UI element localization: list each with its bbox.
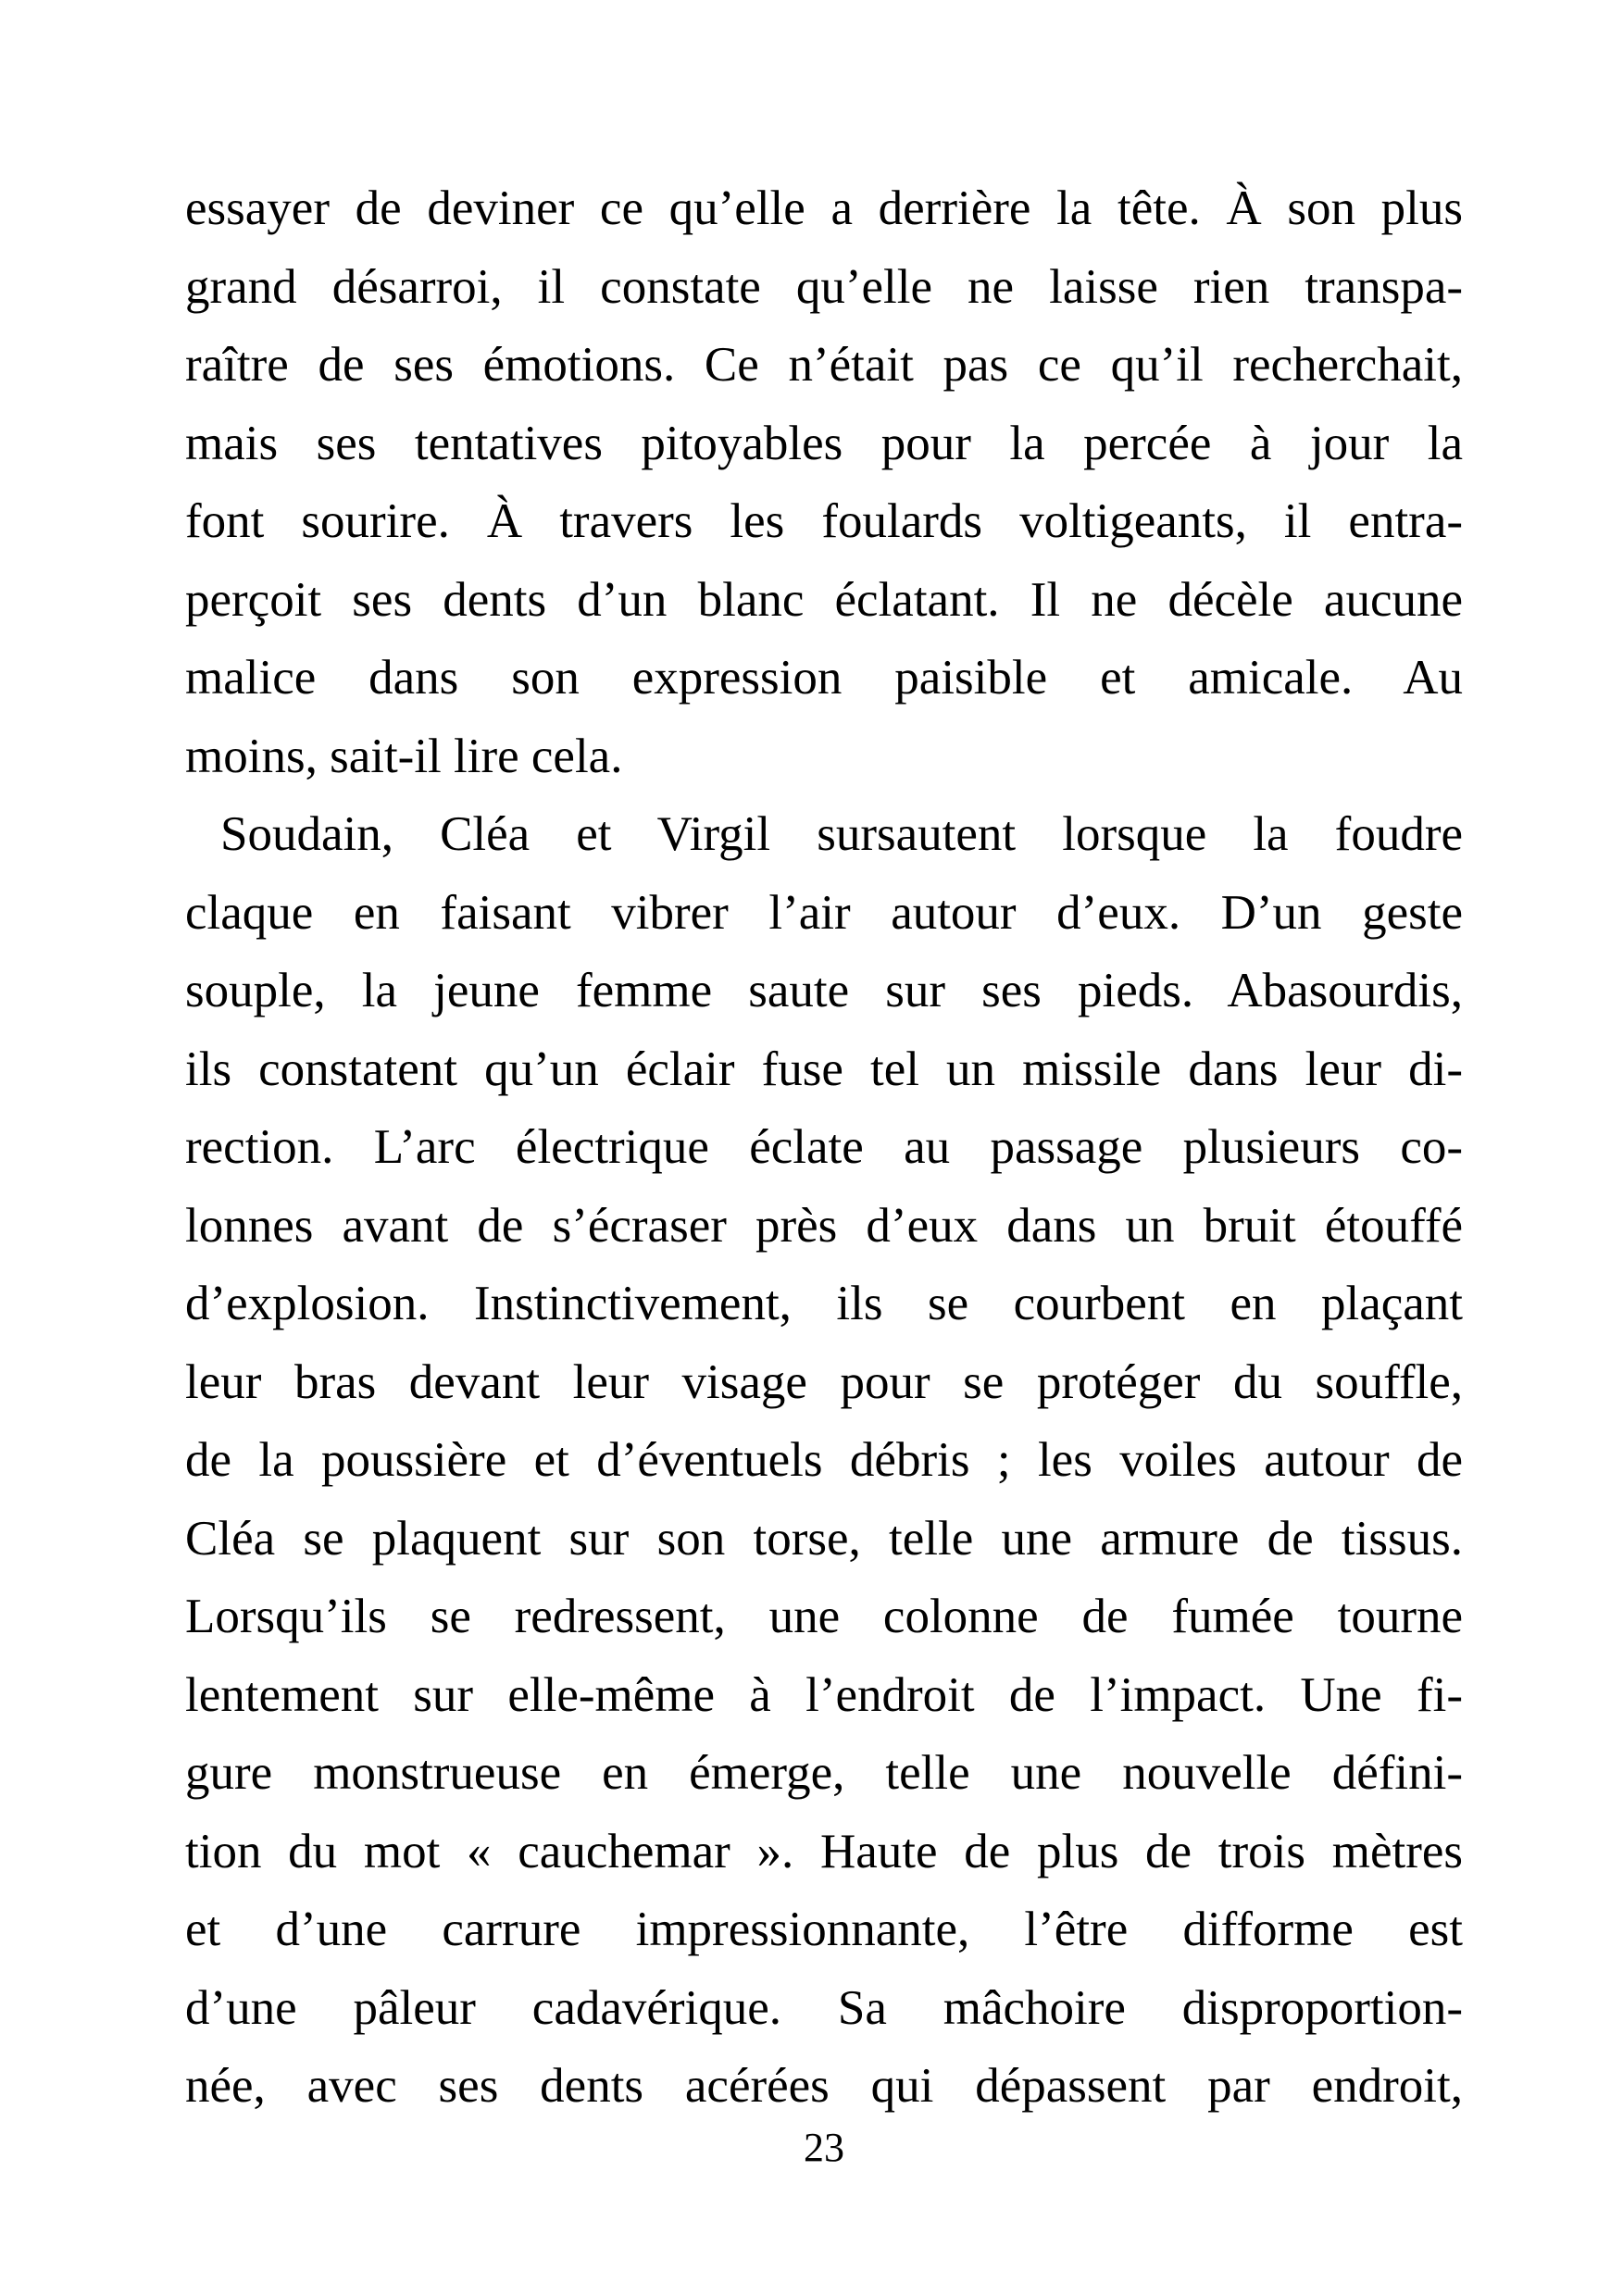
text-line: Lorsqu’ils se redressent, une colonne de fumée tourne [185, 1590, 1463, 1643]
text-line: gure monstrueuse en émerge, telle une nouvelle défini- [185, 1746, 1463, 1800]
text-line: leur bras devant leur visage pour se protéger du souffle, [185, 1354, 1463, 1409]
text-line: raître de ses émotions. Ce n’était pas ce qu’il recherchait, [185, 338, 1463, 392]
text-line: grand désarroi, il constate qu’elle ne laisse rien transpa- [185, 259, 1463, 314]
text-line: mais ses tentatives pitoyables pour la percée à jour la [185, 416, 1463, 470]
text-line: lonnes avant de s’écraser près d’eux dans un bruit étouffé [185, 1198, 1463, 1253]
text-line: Cléa se plaquent sur son torse, telle une armure de tissus. [185, 1511, 1463, 1566]
text-line: essayer de deviner ce qu’elle a derrière la tête. À son plus [185, 181, 1463, 235]
text-line: malice dans son expression paisible et amicale. Au [185, 651, 1463, 705]
page-number: 23 [804, 2125, 844, 2170]
text-line: font sourire. À travers les foulards voltigeants, il entra- [185, 494, 1463, 548]
text-line: moins, sait-il lire cela. [185, 729, 623, 783]
body-text [185, 169, 1463, 2126]
text-line: perçoit ses dents d’un blanc éclatant. Il ne décèle aucune [185, 572, 1463, 627]
text-line: lentement sur elle-même à l’endroit de l’impact. Une fi- [185, 1667, 1463, 1722]
text-line: souple, la jeune femme saute sur ses pieds. Abasourdis, [185, 964, 1463, 1017]
text-line: rection. L’arc électrique éclate au passage plusieurs co- [185, 1120, 1463, 1174]
text-line: claque en faisant vibrer l’air autour d’eux. D’un geste [185, 885, 1463, 940]
text-line: d’explosion. Instinctivement, ils se courbent en plaçant [185, 1277, 1463, 1330]
text-line: Soudain, Cléa et Virgil sursautent lorsque la foudre [220, 807, 1463, 861]
text-line: née, avec ses dents acérées qui dépassent par endroit, [185, 2059, 1463, 2113]
text-line: tion du mot « cauchemar ». Haute de plus de trois mètres [185, 1824, 1463, 1878]
text-line: de la poussière et d’éventuels débris ; les voiles autour de [185, 1433, 1463, 1487]
text-line: et d’une carrure impressionnante, l’être difforme est [185, 1903, 1463, 1956]
text-line: ils constatent qu’un éclair fuse tel un missile dans leur di- [185, 1042, 1463, 1096]
text-line: d’une pâleur cadavérique. Sa mâchoire disproportion- [185, 1980, 1463, 2035]
